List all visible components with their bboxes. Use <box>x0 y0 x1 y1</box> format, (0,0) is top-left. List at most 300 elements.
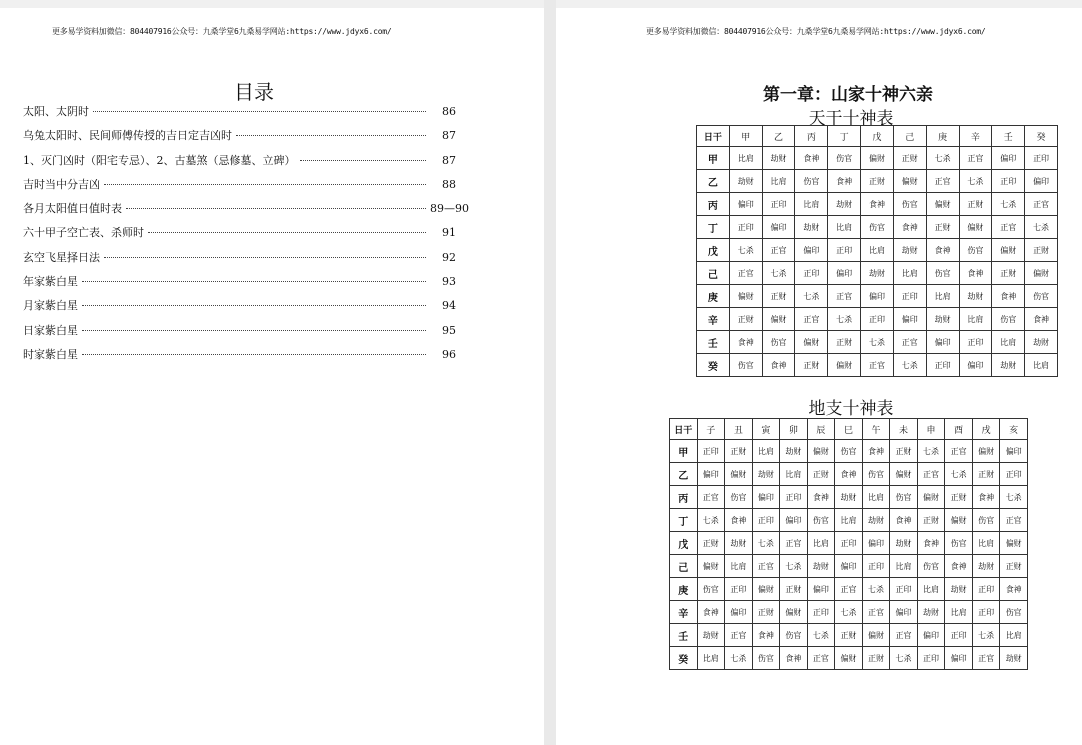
page-header-text: 更多易学资料加微信：804407916公众号：九桑学堂6九桑易学网站:https://www.jdyx6.com/ <box>52 27 392 36</box>
table-row <box>697 308 1058 331</box>
toc-entry-text: 六十甲子空亡表、杀师时 <box>23 226 144 240</box>
table-cell: 食神 <box>893 216 926 239</box>
table-cell: 偏印 <box>959 354 992 377</box>
table-cell: 伤官 <box>890 486 918 509</box>
table-cell: 比肩 <box>729 147 762 170</box>
column-header: 戌 <box>972 419 1000 440</box>
table-cell: 食神 <box>729 331 762 354</box>
table-row <box>670 532 1028 555</box>
toc-leader-dots <box>82 330 426 331</box>
table-cell: 劫财 <box>807 555 835 578</box>
table-cell: 七杀 <box>861 331 894 354</box>
table-cell: 七杀 <box>795 285 828 308</box>
table-cell: 偏印 <box>807 578 835 601</box>
table-cell: 偏财 <box>795 331 828 354</box>
table-cell: 伤官 <box>1000 601 1028 624</box>
table-cell: 偏财 <box>1025 262 1058 285</box>
row-label: 甲 <box>697 147 730 170</box>
table-cell: 比肩 <box>835 509 863 532</box>
table-cell: 伤官 <box>917 555 945 578</box>
table-cell: 偏财 <box>1000 532 1028 555</box>
table-cell: 七杀 <box>893 354 926 377</box>
table-cell: 食神 <box>861 193 894 216</box>
table-cell: 比肩 <box>762 170 795 193</box>
table-cell: 偏财 <box>697 555 725 578</box>
table-cell: 偏印 <box>725 601 753 624</box>
table-cell: 正财 <box>697 532 725 555</box>
column-header: 庚 <box>926 126 959 147</box>
toc-entry-page: 96 <box>442 347 456 361</box>
table-cell: 正财 <box>729 308 762 331</box>
toc-entry[interactable] <box>23 128 468 152</box>
toc-leader-dots <box>148 232 426 233</box>
table-row <box>697 354 1058 377</box>
table-cell: 正财 <box>780 578 808 601</box>
toc-entry-page: 87 <box>442 129 456 143</box>
table-cell: 正印 <box>697 440 725 463</box>
table-cell: 正印 <box>959 331 992 354</box>
table-cell: 正财 <box>926 216 959 239</box>
table-row <box>670 647 1028 670</box>
table-cell: 正官 <box>697 486 725 509</box>
table-cell: 七杀 <box>828 308 861 331</box>
table-corner-cell: 日干 <box>697 126 730 147</box>
row-label: 己 <box>697 262 730 285</box>
column-header: 亥 <box>1000 419 1028 440</box>
table-cell: 偏印 <box>862 532 890 555</box>
table-cell: 劫财 <box>972 555 1000 578</box>
table-cell: 比肩 <box>893 262 926 285</box>
table-cell: 七杀 <box>752 532 780 555</box>
table-cell: 正印 <box>862 555 890 578</box>
table-cell: 正印 <box>917 647 945 670</box>
row-label: 丁 <box>670 509 698 532</box>
table-row <box>670 578 1028 601</box>
column-header: 子 <box>697 419 725 440</box>
table-row <box>670 555 1028 578</box>
column-header: 甲 <box>729 126 762 147</box>
table-cell: 正官 <box>893 331 926 354</box>
table-cell: 正官 <box>992 216 1025 239</box>
toc-entry-page: 89—90 <box>430 202 469 216</box>
table-cell: 偏财 <box>762 308 795 331</box>
table-cell: 正财 <box>835 624 863 647</box>
table-cell: 正官 <box>945 440 973 463</box>
table-cell: 正官 <box>1025 193 1058 216</box>
row-label: 辛 <box>670 601 698 624</box>
table-cell: 偏印 <box>917 624 945 647</box>
table-cell: 伤官 <box>725 486 753 509</box>
table-cell: 食神 <box>752 624 780 647</box>
page-header-text: 更多易学资料加微信：804407916公众号：九桑学堂6九桑易学网站:https://www.jdyx6.com/ <box>646 27 986 36</box>
table-cell: 偏财 <box>752 578 780 601</box>
table-cell: 偏财 <box>972 440 1000 463</box>
table-cell: 食神 <box>972 486 1000 509</box>
dizhi-table-title: 地支十神表 <box>808 399 894 419</box>
toc-entry-page: 86 <box>442 105 456 118</box>
table-cell: 正官 <box>917 463 945 486</box>
table-cell: 偏印 <box>861 285 894 308</box>
toc-leader-dots <box>82 281 426 282</box>
table-row <box>697 239 1058 262</box>
toc-entry[interactable] <box>23 153 468 177</box>
table-corner-cell: 日干 <box>670 419 698 440</box>
table-cell: 正财 <box>893 147 926 170</box>
toc-entry-page: 95 <box>442 323 456 337</box>
column-header: 癸 <box>1025 126 1058 147</box>
table-cell: 正财 <box>795 354 828 377</box>
toc-entry[interactable] <box>23 201 468 225</box>
toc-entry-page: 94 <box>442 299 456 313</box>
table-cell: 伤官 <box>972 509 1000 532</box>
row-label: 戊 <box>670 532 698 555</box>
table-cell: 正官 <box>972 647 1000 670</box>
table-cell: 劫财 <box>917 601 945 624</box>
toc-entry-text: 时家紫白星 <box>23 347 78 361</box>
table-cell: 劫财 <box>890 532 918 555</box>
table-cell: 伤官 <box>752 647 780 670</box>
row-label: 庚 <box>697 285 730 308</box>
toc-entry-text: 月家紫白星 <box>23 299 78 313</box>
table-cell: 伤官 <box>862 463 890 486</box>
toc-entry[interactable] <box>23 225 468 249</box>
toc-leader-dots <box>104 257 426 258</box>
table-cell: 七杀 <box>1000 486 1028 509</box>
table-cell: 正财 <box>959 193 992 216</box>
table-cell: 正官 <box>752 555 780 578</box>
table-cell: 正官 <box>762 239 795 262</box>
table-cell: 食神 <box>762 354 795 377</box>
table-cell: 正官 <box>780 532 808 555</box>
table-cell: 正财 <box>861 170 894 193</box>
table-cell: 比肩 <box>862 486 890 509</box>
row-label: 丁 <box>697 216 730 239</box>
toc-entry-text: 各月太阳值日值时表 <box>23 202 122 216</box>
table-cell: 食神 <box>945 555 973 578</box>
chapter-title: 第一章：山家十神六亲 <box>763 85 933 105</box>
row-label: 丙 <box>697 193 730 216</box>
table-cell: 偏财 <box>917 486 945 509</box>
table-cell: 偏印 <box>992 147 1025 170</box>
table-cell: 劫财 <box>780 440 808 463</box>
table-cell: 比肩 <box>752 440 780 463</box>
table-cell: 七杀 <box>972 624 1000 647</box>
table-cell: 偏财 <box>828 354 861 377</box>
table-cell: 偏财 <box>890 463 918 486</box>
table-cell: 正财 <box>862 647 890 670</box>
column-header: 辛 <box>959 126 992 147</box>
row-label: 辛 <box>697 308 730 331</box>
table-cell: 食神 <box>1025 308 1058 331</box>
toc-leader-dots <box>300 160 427 161</box>
table-cell: 正印 <box>729 216 762 239</box>
table-row <box>670 509 1028 532</box>
table-cell: 伤官 <box>835 440 863 463</box>
toc-leader-dots <box>236 135 426 136</box>
table-cell: 劫财 <box>1025 331 1058 354</box>
row-label: 戊 <box>697 239 730 262</box>
table-cell: 正印 <box>780 486 808 509</box>
row-label: 癸 <box>670 647 698 670</box>
table-cell: 偏财 <box>729 285 762 308</box>
table-cell: 偏印 <box>835 555 863 578</box>
table-row <box>697 331 1058 354</box>
table-cell: 比肩 <box>795 193 828 216</box>
table-cell: 偏印 <box>762 216 795 239</box>
table-cell: 正印 <box>835 532 863 555</box>
table-cell: 偏印 <box>1000 440 1028 463</box>
toc-entry-text: 太阳、太阴时 <box>23 105 89 118</box>
table-cell: 偏财 <box>725 463 753 486</box>
table-cell: 食神 <box>780 647 808 670</box>
column-header: 辰 <box>807 419 835 440</box>
table-cell: 七杀 <box>729 239 762 262</box>
table-row <box>697 147 1058 170</box>
dizhi-table <box>669 418 1028 670</box>
toc-entry-text: 年家紫白星 <box>23 275 78 289</box>
table-cell: 七杀 <box>959 170 992 193</box>
table-cell: 正财 <box>890 440 918 463</box>
table-cell: 正印 <box>945 624 973 647</box>
table-row <box>670 486 1028 509</box>
toc-entry[interactable] <box>23 298 468 322</box>
toc-title: 目录 <box>234 80 274 104</box>
table-cell: 伤官 <box>807 509 835 532</box>
table-cell: 偏财 <box>780 601 808 624</box>
table-cell: 正财 <box>945 486 973 509</box>
toc-entry-text: 日家紫白星 <box>23 323 78 337</box>
toc-entry-page: 91 <box>442 226 456 240</box>
table-cell: 比肩 <box>861 239 894 262</box>
table-cell: 七杀 <box>945 463 973 486</box>
column-header: 巳 <box>835 419 863 440</box>
table-cell: 伤官 <box>795 170 828 193</box>
table-cell: 七杀 <box>862 578 890 601</box>
row-label: 壬 <box>670 624 698 647</box>
table-cell: 偏财 <box>992 239 1025 262</box>
column-header: 丙 <box>795 126 828 147</box>
table-cell: 伤官 <box>1025 285 1058 308</box>
toc-entry-page: 87 <box>442 153 456 167</box>
table-cell: 偏印 <box>893 308 926 331</box>
table-cell: 七杀 <box>835 601 863 624</box>
table-cell: 七杀 <box>725 647 753 670</box>
table-cell: 比肩 <box>725 555 753 578</box>
page-top-strip <box>0 0 544 8</box>
toc-entry[interactable] <box>23 274 468 298</box>
table-cell: 正印 <box>972 601 1000 624</box>
table-cell: 劫财 <box>828 193 861 216</box>
table-header-row <box>670 419 1028 440</box>
table-cell: 正财 <box>725 440 753 463</box>
table-cell: 劫财 <box>893 239 926 262</box>
table-cell: 伤官 <box>828 147 861 170</box>
column-header: 申 <box>917 419 945 440</box>
toc-entry-page: 88 <box>442 177 456 191</box>
table-cell: 正印 <box>926 354 959 377</box>
table-cell: 伤官 <box>697 578 725 601</box>
table-cell: 七杀 <box>807 624 835 647</box>
row-label: 乙 <box>697 170 730 193</box>
table-cell: 正官 <box>1000 509 1028 532</box>
table-cell: 食神 <box>917 532 945 555</box>
table-cell: 七杀 <box>780 555 808 578</box>
table-cell: 伤官 <box>861 216 894 239</box>
table-row <box>670 601 1028 624</box>
table-cell: 劫财 <box>762 147 795 170</box>
table-cell: 劫财 <box>729 170 762 193</box>
toc-entry-text: 1、灭门凶时（阳宅专忌）、2、古墓煞（忌修墓、立碑） <box>23 153 296 167</box>
table-cell: 食神 <box>959 262 992 285</box>
table-cell: 劫财 <box>1000 647 1028 670</box>
row-label: 己 <box>670 555 698 578</box>
column-header: 午 <box>862 419 890 440</box>
table-row <box>697 285 1058 308</box>
table-cell: 七杀 <box>762 262 795 285</box>
row-label: 乙 <box>670 463 698 486</box>
table-cell: 正官 <box>795 308 828 331</box>
table-cell: 比肩 <box>945 601 973 624</box>
table-cell: 比肩 <box>1000 624 1028 647</box>
table-cell: 偏印 <box>780 509 808 532</box>
column-header: 壬 <box>992 126 1025 147</box>
table-cell: 偏财 <box>959 216 992 239</box>
toc-entry-page: 93 <box>442 275 456 289</box>
table-cell: 食神 <box>1000 578 1028 601</box>
table-cell: 劫财 <box>725 532 753 555</box>
toc-entry[interactable] <box>23 323 468 347</box>
table-cell: 七杀 <box>917 440 945 463</box>
table-cell: 比肩 <box>890 555 918 578</box>
table-cell: 劫财 <box>835 486 863 509</box>
table-cell: 比肩 <box>1025 354 1058 377</box>
toc-leader-dots <box>82 354 426 355</box>
table-cell: 偏印 <box>795 239 828 262</box>
table-cell: 正官 <box>729 262 762 285</box>
tiangan-table <box>696 125 1058 377</box>
table-cell: 正官 <box>890 624 918 647</box>
table-cell: 正官 <box>835 578 863 601</box>
table-cell: 食神 <box>862 440 890 463</box>
table-cell: 偏印 <box>890 601 918 624</box>
toc-entry-text: 吉时当中分吉凶 <box>23 177 100 191</box>
table-cell: 偏财 <box>893 170 926 193</box>
table-cell: 劫财 <box>926 308 959 331</box>
table-cell: 正印 <box>762 193 795 216</box>
chapter-page <box>556 0 1082 745</box>
table-cell: 偏印 <box>1025 170 1058 193</box>
table-cell: 比肩 <box>959 308 992 331</box>
table-cell: 正财 <box>1025 239 1058 262</box>
table-cell: 偏财 <box>862 624 890 647</box>
table-cell: 劫财 <box>795 216 828 239</box>
toc-entry[interactable] <box>23 250 468 274</box>
table-cell: 劫财 <box>959 285 992 308</box>
column-header: 寅 <box>752 419 780 440</box>
table-cell: 正印 <box>890 578 918 601</box>
column-header: 卯 <box>780 419 808 440</box>
table-cell: 正财 <box>752 601 780 624</box>
table-cell: 正印 <box>795 262 828 285</box>
table-cell: 伤官 <box>762 331 795 354</box>
row-label: 甲 <box>670 440 698 463</box>
table-cell: 正财 <box>762 285 795 308</box>
table-row <box>697 193 1058 216</box>
toc-list <box>23 104 468 371</box>
table-cell: 比肩 <box>917 578 945 601</box>
table-cell: 正印 <box>861 308 894 331</box>
table-cell: 伤官 <box>945 532 973 555</box>
table-cell: 七杀 <box>890 647 918 670</box>
table-cell: 比肩 <box>780 463 808 486</box>
toc-entry[interactable] <box>23 104 468 128</box>
table-cell: 伤官 <box>926 262 959 285</box>
table-cell: 劫财 <box>862 509 890 532</box>
table-cell: 七杀 <box>1025 216 1058 239</box>
table-cell: 食神 <box>926 239 959 262</box>
toc-entry[interactable] <box>23 177 468 201</box>
table-cell: 劫财 <box>697 624 725 647</box>
table-cell: 偏印 <box>828 262 861 285</box>
toc-entry[interactable] <box>23 347 468 371</box>
toc-leader-dots <box>104 184 426 185</box>
table-cell: 正印 <box>893 285 926 308</box>
table-cell: 劫财 <box>992 354 1025 377</box>
table-row <box>697 216 1058 239</box>
table-cell: 偏财 <box>807 440 835 463</box>
table-cell: 伤官 <box>780 624 808 647</box>
table-cell: 正印 <box>752 509 780 532</box>
table-cell: 偏财 <box>945 509 973 532</box>
table-cell: 正官 <box>828 285 861 308</box>
table-cell: 比肩 <box>992 331 1025 354</box>
table-cell: 偏印 <box>697 463 725 486</box>
table-cell: 七杀 <box>926 147 959 170</box>
table-cell: 正印 <box>828 239 861 262</box>
table-cell: 伤官 <box>959 239 992 262</box>
column-header: 未 <box>890 419 918 440</box>
table-cell: 正官 <box>959 147 992 170</box>
table-cell: 正印 <box>807 601 835 624</box>
table-cell: 偏印 <box>752 486 780 509</box>
table-cell: 正官 <box>807 647 835 670</box>
toc-leader-dots <box>93 111 426 112</box>
table-cell: 七杀 <box>697 509 725 532</box>
table-cell: 比肩 <box>972 532 1000 555</box>
table-cell: 伤官 <box>893 193 926 216</box>
table-cell: 食神 <box>890 509 918 532</box>
table-cell: 偏财 <box>835 647 863 670</box>
table-cell: 偏财 <box>861 147 894 170</box>
table-cell: 伤官 <box>992 308 1025 331</box>
toc-leader-dots <box>82 305 426 306</box>
toc-leader-dots <box>126 208 426 209</box>
table-cell: 正财 <box>828 331 861 354</box>
table-cell: 正官 <box>861 354 894 377</box>
column-header: 丑 <box>725 419 753 440</box>
row-label: 癸 <box>697 354 730 377</box>
column-header: 戊 <box>861 126 894 147</box>
table-cell: 食神 <box>807 486 835 509</box>
table-cell: 劫财 <box>752 463 780 486</box>
table-cell: 正官 <box>725 624 753 647</box>
table-cell: 正印 <box>1000 463 1028 486</box>
row-label: 庚 <box>670 578 698 601</box>
toc-entry-page: 92 <box>442 250 456 264</box>
row-label: 壬 <box>697 331 730 354</box>
table-row <box>670 463 1028 486</box>
toc-entry-text: 乌兔太阳时、民间师傅传授的吉日定吉凶时 <box>23 129 232 143</box>
